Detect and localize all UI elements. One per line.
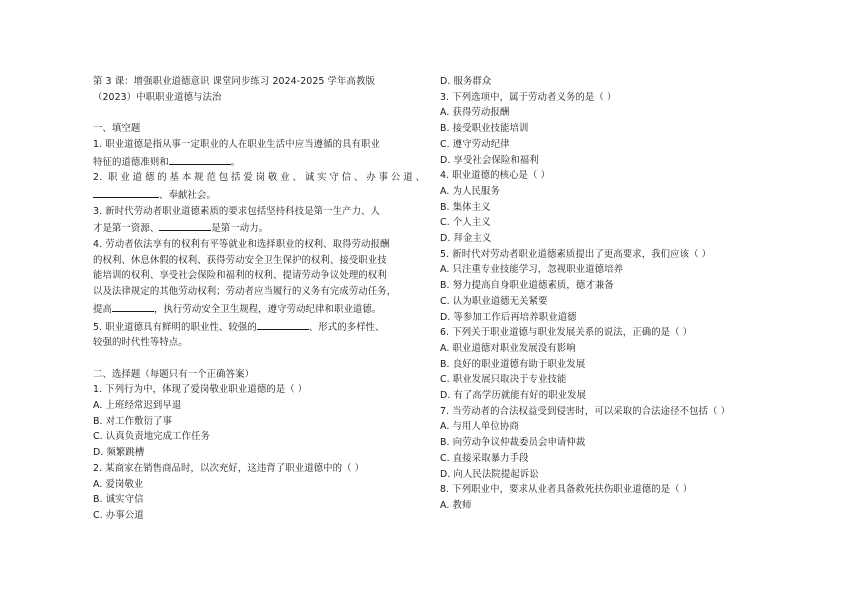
- choice-question-2: [93, 461, 425, 524]
- fill-q4-end: ，执行劳动安全卫生规程，遵守劳动纪律和职业道德。: [153, 303, 382, 315]
- fill-q3-blank[interactable]: [159, 219, 211, 231]
- option-b[interactable]: B. 良好的职业道德有助于职业发展: [440, 358, 586, 370]
- choice-question-5: [440, 247, 780, 326]
- option-d[interactable]: D. 向人民法院提起诉讼: [440, 468, 539, 480]
- option-b[interactable]: B. 诚实守信: [93, 494, 144, 506]
- fill-q4-line5: [93, 300, 425, 318]
- fill-q5-line2: 较强的时代性等特点。: [93, 337, 188, 349]
- option-c[interactable]: C. 职业发展只取决于专业技能: [440, 374, 567, 386]
- choice-question-1: [93, 382, 425, 461]
- option-d[interactable]: D. 拜金主义: [440, 233, 492, 245]
- choice-question-3: [440, 90, 780, 169]
- fill-q4-line3: 能培训的权利、享受社会保险和福利的权利、提请劳动争议处理的权利: [93, 270, 387, 282]
- option-b[interactable]: B. 向劳动争议仲裁委员会申请仲裁: [440, 437, 586, 449]
- fill-q5-text: 5. 职业道德具有鲜明的职业性、较强的: [93, 321, 257, 333]
- option-c[interactable]: C. 个人主义: [440, 217, 491, 229]
- option-b[interactable]: B. 集体主义: [440, 201, 491, 213]
- fill-q2-line1: 2. 职业道德的基本规范包括爱岗敬业、诚实守信、办事公道、: [93, 172, 425, 184]
- fill-q1-blank[interactable]: [169, 153, 231, 165]
- fill-q1-line1: 1. 职业道德是指从事一定职业的人在职业生活中应当遵循的具有职业: [93, 138, 381, 150]
- option-d[interactable]: D. 有了高学历就能有好的职业发展: [440, 390, 587, 402]
- option-c[interactable]: C. 认真负责地完成工作任务: [93, 431, 211, 443]
- fill-q5-end: 、形式的多样性、: [308, 321, 385, 333]
- fill-q1-end: 。: [230, 156, 241, 168]
- option-b[interactable]: B. 努力提高自身职业道德素质，德才兼备: [440, 280, 614, 292]
- fill-q3-line1: 3. 新时代劳动者职业道德素质的要求包括坚持科技是第一生产力、人: [93, 205, 381, 217]
- fill-q5-line1: [93, 318, 425, 336]
- option-b[interactable]: B. 接受职业技能培训: [440, 123, 529, 135]
- fill-q4-blank[interactable]: [112, 300, 154, 312]
- option-a[interactable]: A. 爱岗敬业: [93, 478, 144, 490]
- choice-question-7: [440, 404, 780, 483]
- fill-q4-line2: 的权利、休息休假的权利、获得劳动安全卫生保护的权利、接受职业技: [93, 254, 387, 266]
- option-b[interactable]: B. 对工作敷衍了事: [93, 415, 173, 427]
- fill-q2-line2: [93, 186, 425, 204]
- option-a[interactable]: A. 只注重专业技能学习，忽视职业道德培养: [440, 264, 624, 276]
- fill-q4-text: 提高: [93, 303, 112, 315]
- fill-q4-line4: 以及法律规定的其他劳动权利；劳动者应当履行的义务有完成劳动任务，: [93, 286, 397, 298]
- option-a[interactable]: A. 为人民服务: [440, 185, 500, 197]
- option-c[interactable]: C. 直接采取暴力手段: [440, 452, 529, 464]
- option-c[interactable]: C. 办事公道: [93, 509, 144, 521]
- option-a[interactable]: A. 教师: [440, 499, 472, 511]
- choice-question-4: [440, 168, 780, 247]
- choice-section-heading: 二、选择题（每题只有一个正确答案）: [93, 368, 255, 380]
- fill-q2-blank[interactable]: [93, 186, 159, 198]
- question-stem: 1. 下列行为中，体现了爱岗敬业职业道德的是（ ）: [93, 384, 308, 396]
- fill-q1-text: 特征的道德准则和: [93, 156, 169, 168]
- worksheet-title-line1: 第 3 课：增强职业道德意识 课堂同步练习 2024-2025 学年高教版: [93, 76, 375, 87]
- fill-q3-end: 是第一动力。: [211, 223, 269, 235]
- option-c[interactable]: C. 认为职业道德无关紧要: [440, 295, 548, 307]
- question-stem: 8. 下列职业中，要求从业者具备救死扶伤职业道德的是（ ）: [440, 484, 693, 496]
- fill-section-heading: 一、填空题: [93, 123, 141, 135]
- fill-q1-line2: [93, 153, 425, 171]
- fill-q4-line1: 4. 劳动者依法享有的权利有平等就业和选择职业的权利、取得劳动报酬: [93, 239, 390, 251]
- worksheet-title-line2: （2023）中职职业道德与法治: [93, 91, 222, 103]
- option-d[interactable]: D. 服务群众: [440, 76, 492, 87]
- fill-q2-end: 、奉献社会。: [159, 189, 216, 201]
- question-stem: 3. 下列选项中，属于劳动者义务的是（ ）: [440, 91, 617, 103]
- question-stem: 7. 当劳动者的合法权益受到侵害时，可以采取的合法途径不包括（ ）: [440, 405, 731, 417]
- question-stem: 2. 某商家在销售商品时，以次充好，这违背了职业道德中的（ ）: [93, 462, 365, 474]
- right-column: [440, 74, 780, 514]
- option-a[interactable]: A. 获得劳动报酬: [440, 107, 510, 119]
- question-stem: 5. 新时代对劳动者职业道德素质提出了更高要求，我们应该（ ）: [440, 248, 712, 260]
- left-column: [93, 74, 425, 524]
- fill-q3-text: 才是第一资源、: [93, 223, 160, 235]
- fill-q3-line2: [93, 219, 425, 237]
- choice-question-6: [440, 325, 780, 404]
- option-c[interactable]: C. 遵守劳动纪律: [440, 138, 510, 150]
- question-stem: 6. 下列关于职业道德与职业发展关系的说法，正确的是（ ）: [440, 327, 693, 339]
- option-a[interactable]: A. 职业道德对职业发展没有影响: [440, 342, 576, 354]
- option-a[interactable]: A. 与用人单位协商: [440, 421, 519, 433]
- choice-question-8: [440, 482, 780, 513]
- fill-q5-blank[interactable]: [257, 318, 309, 330]
- option-d[interactable]: D. 享受社会保险和福利: [440, 154, 539, 166]
- option-a[interactable]: A. 上班经常迟到早退: [93, 400, 182, 412]
- option-d[interactable]: D. 等参加工作后再培养职业道德: [440, 311, 577, 323]
- option-d[interactable]: D. 频繁跳槽: [93, 447, 145, 459]
- question-stem: 4. 职业道德的核心是（ ）: [440, 170, 551, 182]
